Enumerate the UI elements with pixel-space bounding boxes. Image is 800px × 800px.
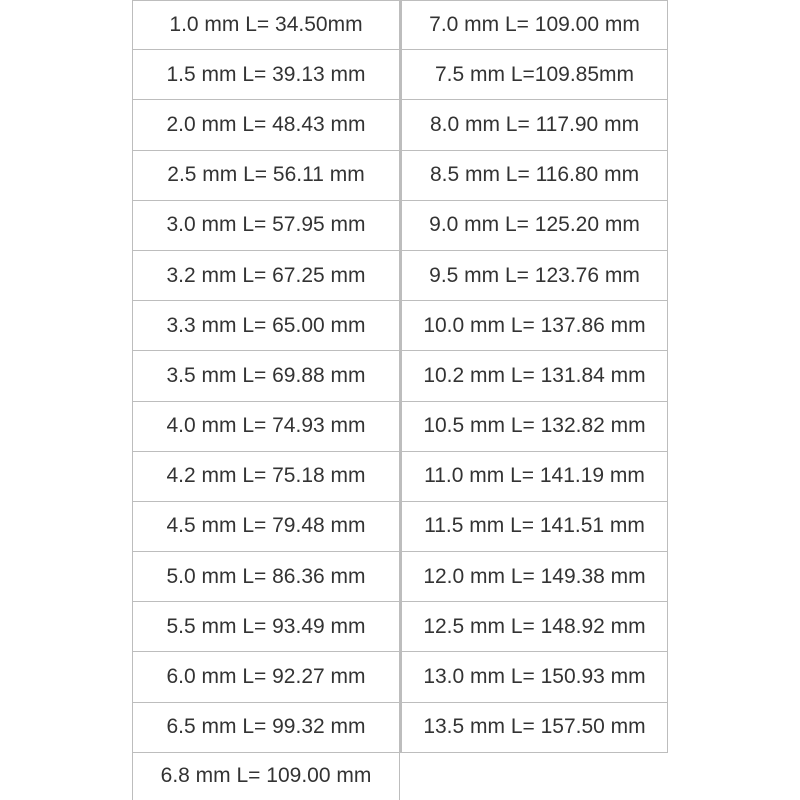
table-cell: 2.0 mm L= 48.43 mm	[132, 100, 400, 150]
table-cell: 1.0 mm L= 34.50mm	[132, 0, 400, 50]
table-column-left	[132, 0, 400, 800]
table-cell: 5.5 mm L= 93.49 mm	[132, 602, 400, 652]
table-cell: 8.0 mm L= 117.90 mm	[400, 100, 668, 150]
table-cell: 5.0 mm L= 86.36 mm	[132, 552, 400, 602]
table-cell: 11.5 mm L= 141.51 mm	[400, 502, 668, 552]
table-column-right	[400, 0, 668, 753]
table-cell: 4.0 mm L= 74.93 mm	[132, 402, 400, 452]
table-cell: 13.0 mm L= 150.93 mm	[400, 652, 668, 702]
table-cell: 10.0 mm L= 137.86 mm	[400, 301, 668, 351]
table-cell: 3.0 mm L= 57.95 mm	[132, 201, 400, 251]
table-cell: 10.5 mm L= 132.82 mm	[400, 402, 668, 452]
table-cell: 12.0 mm L= 149.38 mm	[400, 552, 668, 602]
table-cell: 9.0 mm L= 125.20 mm	[400, 201, 668, 251]
table-cell: 3.5 mm L= 69.88 mm	[132, 351, 400, 401]
table-cell: 8.5 mm L= 116.80 mm	[400, 151, 668, 201]
table-cell: 12.5 mm L= 148.92 mm	[400, 602, 668, 652]
table-cell: 3.2 mm L= 67.25 mm	[132, 251, 400, 301]
table-cell: 7.0 mm L= 109.00 mm	[400, 0, 668, 50]
table-cell: 1.5 mm L= 39.13 mm	[132, 50, 400, 100]
table-cell: 6.5 mm L= 99.32 mm	[132, 703, 400, 753]
table-cell: 10.2 mm L= 131.84 mm	[400, 351, 668, 401]
table-cell: 13.5 mm L= 157.50 mm	[400, 703, 668, 753]
table-cell: 11.0 mm L= 141.19 mm	[400, 452, 668, 502]
table-cell: 3.3 mm L= 65.00 mm	[132, 301, 400, 351]
table-cell: 2.5 mm L= 56.11 mm	[132, 151, 400, 201]
table-cell: 4.5 mm L= 79.48 mm	[132, 502, 400, 552]
table-cell: 6.8 mm L= 109.00 mm	[132, 753, 400, 800]
table-cell: 4.2 mm L= 75.18 mm	[132, 452, 400, 502]
table-cell: 9.5 mm L= 123.76 mm	[400, 251, 668, 301]
table-cell: 6.0 mm L= 92.27 mm	[132, 652, 400, 702]
table-cell: 7.5 mm L=109.85mm	[400, 50, 668, 100]
